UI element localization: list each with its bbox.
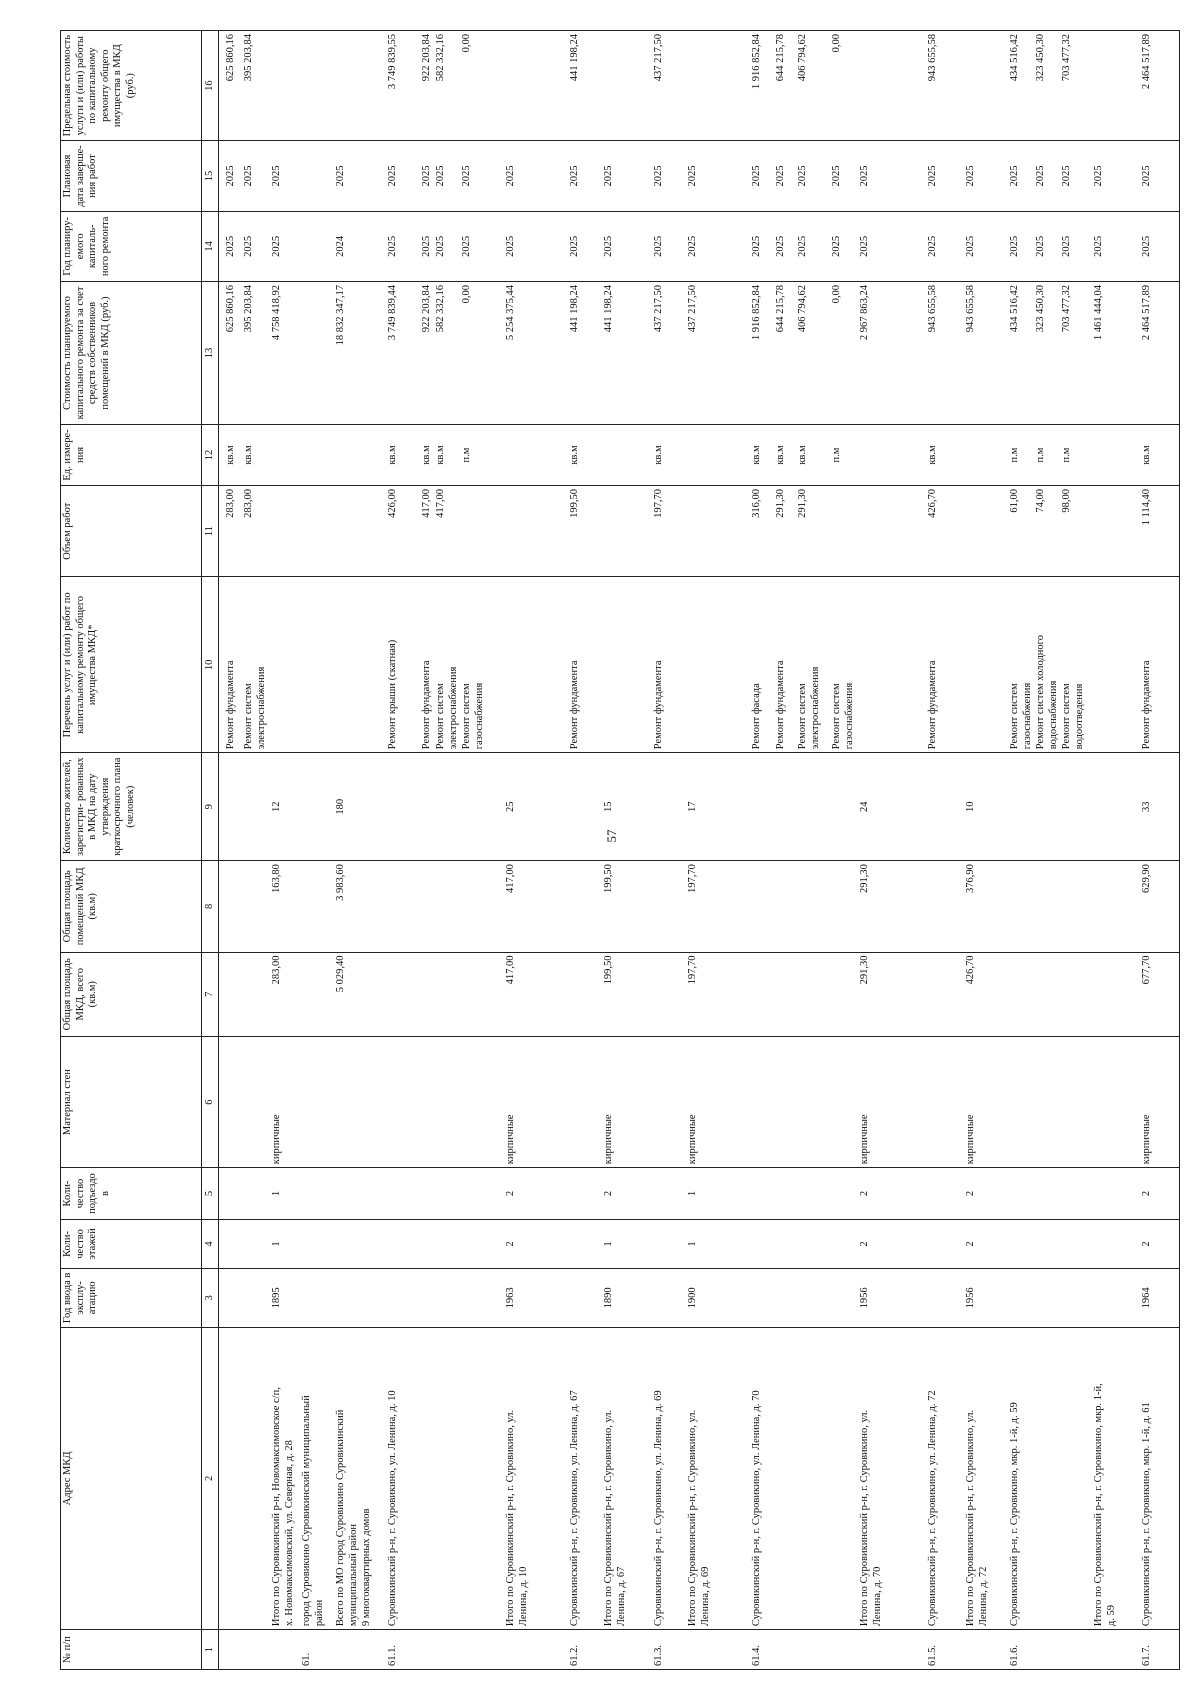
column-number: 7 <box>202 952 219 1036</box>
cell-repair-year: 2025 <box>1061 235 1072 257</box>
cell-repair-year: 2025 <box>387 235 398 257</box>
cell-year-built: 1963 <box>505 1287 516 1309</box>
cell-num: 61.1. <box>387 1645 398 1666</box>
header-repair-year: Год планиру- емого капиталь- ного ремонта <box>61 211 202 281</box>
column-number: 1 <box>202 1630 219 1670</box>
cell-works: Ремонт систем <box>797 683 808 750</box>
header-entrances: Коли- чество подъездо в <box>61 1168 202 1220</box>
cell-end-date: 2025 <box>1093 165 1104 187</box>
cell-repair-year: 2025 <box>687 235 698 257</box>
cell-cost: 0,00 <box>831 284 842 304</box>
cell-cost: 644 215,78 <box>775 284 786 333</box>
cell-volume: 291,30 <box>775 488 786 518</box>
cell-total-area: 283,00 <box>271 955 282 985</box>
cell-cost: 434 516,42 <box>1009 284 1020 333</box>
cell-address: Суровикинский р-н, г. Суровикино, ул. Ленина, д. 72 <box>927 1390 938 1627</box>
cell-cost: 4 758 418,92 <box>271 284 282 341</box>
cell-end-date: 2025 <box>603 165 614 187</box>
cell-cost: 2 967 863,24 <box>859 284 870 341</box>
cell-end-date: 2025 <box>831 165 842 187</box>
cell-total-area: 426,70 <box>965 955 976 985</box>
cell-volume: 283,00 <box>243 488 254 518</box>
cell-works: Ремонт фундамента <box>1141 660 1152 750</box>
cell-year-built: 1890 <box>603 1287 614 1309</box>
cell-entrances: 2 <box>1141 1190 1152 1197</box>
cell-cost: 703 477,32 <box>1061 284 1072 333</box>
cell-cost: 441 198,24 <box>569 284 580 333</box>
cell-unit: кв.м <box>1141 445 1152 465</box>
cell-floors: 1 <box>603 1241 614 1247</box>
cell-address: Суровикинский р-н, г. Суровикино, мкр. 1-й, д. 61 <box>1141 1402 1152 1627</box>
cell-max-cost: 0,00 <box>461 34 472 53</box>
cell-address: х. Новомаксимовский, ул. Северная, д. 28 <box>284 1440 295 1627</box>
cell-repair-year: 2025 <box>751 235 762 257</box>
cell-floors: 2 <box>859 1241 870 1247</box>
cell-unit: кв.м <box>243 445 254 465</box>
cell-unit: кв.м <box>653 445 664 465</box>
cell-residents: 24 <box>859 801 870 812</box>
cell-max-cost: 441 198,24 <box>569 34 580 82</box>
cell-works: Ремонт систем холодного <box>1035 635 1046 750</box>
cell-unit: кв.м <box>775 445 786 465</box>
cell-works: электроснабжения <box>448 666 459 750</box>
cell-residents: 10 <box>965 801 976 812</box>
cell-volume: 426,00 <box>387 488 398 518</box>
header-floors: Коли- чество этажей <box>61 1219 202 1268</box>
column-entrances <box>219 1168 1180 1220</box>
cell-wall-material: кирпичные <box>603 1114 614 1165</box>
cell-repair-year: 2025 <box>271 235 282 257</box>
cell-entrances: 1 <box>687 1190 698 1197</box>
column-premises-area <box>219 861 1180 952</box>
cell-volume: 1 114,40 <box>1141 488 1152 526</box>
cell-num: 61.7. <box>1141 1645 1152 1666</box>
column-number: 12 <box>202 425 219 486</box>
cell-end-date: 2025 <box>421 165 432 187</box>
cell-repair-year: 2025 <box>1035 235 1046 257</box>
cell-total-area: 197,70 <box>687 955 698 985</box>
cell-num: 61. <box>301 1652 312 1666</box>
cell-end-date: 2025 <box>1061 165 1072 187</box>
column-volume <box>219 485 1180 576</box>
cell-repair-year: 2025 <box>435 235 446 257</box>
header-year-built: Год ввода в эксплу- атацию <box>61 1269 202 1328</box>
column-wall-material <box>219 1036 1180 1167</box>
cell-premises-area: 629,90 <box>1141 864 1152 893</box>
cell-num: 61.2. <box>569 1645 580 1666</box>
cell-wall-material: кирпичные <box>1141 1114 1152 1165</box>
cell-works: Ремонт систем <box>831 683 842 750</box>
cell-max-cost: 323 450,30 <box>1035 34 1046 82</box>
column-end-date <box>219 141 1180 211</box>
cell-works: Ремонт крыши (скатная) <box>387 639 398 750</box>
cell-max-cost: 644 215,78 <box>775 34 786 82</box>
cell-unit: п.м <box>831 447 842 463</box>
cell-floors: 2 <box>965 1241 976 1247</box>
column-number: 5 <box>202 1168 219 1220</box>
cell-max-cost: 943 655,58 <box>927 34 938 82</box>
cell-premises-area: 417,00 <box>505 864 516 893</box>
cell-unit: п.м <box>461 447 472 463</box>
cell-unit: кв.м <box>927 445 938 465</box>
cell-year-built: 1895 <box>271 1287 282 1309</box>
cell-year-built: 1956 <box>859 1287 870 1309</box>
cell-max-cost: 437 217,50 <box>653 34 664 82</box>
header-residents: Количество жителей, зарегистри- рованных в МКД на дату утверждения краткосрочного плана (человек) <box>61 753 202 861</box>
cell-address: Ленина, д. 69 <box>700 1566 711 1627</box>
cell-max-cost: 922 203,84 <box>421 34 432 82</box>
cell-wall-material: кирпичные <box>687 1114 698 1165</box>
cell-residents: 25 <box>505 801 516 812</box>
cell-works: Ремонт фундамента <box>775 660 786 750</box>
cell-end-date: 2025 <box>653 165 664 187</box>
header-total-area: Общая площадь МКД, всего (кв.м) <box>61 952 202 1036</box>
cell-volume: 61,00 <box>1009 488 1020 513</box>
cell-repair-year: 2025 <box>461 235 472 257</box>
cell-volume: 98,00 <box>1061 488 1072 513</box>
cell-works: Ремонт фундамента <box>225 660 236 750</box>
column-number: 8 <box>202 861 219 952</box>
cell-address: Итого по Суровикинский р-н, г. Суровикино, ул. <box>965 1409 976 1627</box>
cell-total-area: 677,70 <box>1141 955 1152 985</box>
cell-repair-year: 2025 <box>775 235 786 257</box>
cell-total-area: 417,00 <box>505 955 516 985</box>
cell-repair-year: 2025 <box>569 235 580 257</box>
cell-cost: 437 217,50 <box>687 284 698 333</box>
cell-works: Ремонт фундамента <box>927 660 938 750</box>
column-floors <box>219 1219 1180 1268</box>
cell-repair-year: 2025 <box>225 235 236 257</box>
cell-volume: 426,70 <box>927 488 938 518</box>
cell-end-date: 2025 <box>797 165 808 187</box>
column-works <box>219 577 1180 753</box>
cell-year-built: 1956 <box>965 1287 976 1309</box>
cell-entrances: 1 <box>271 1190 282 1197</box>
cell-num: 61.6. <box>1009 1645 1020 1666</box>
cell-end-date: 2025 <box>461 165 472 187</box>
cell-cost: 582 332,16 <box>435 284 446 333</box>
cell-max-cost: 625 860,16 <box>225 34 236 82</box>
cell-cost: 437 217,50 <box>653 284 664 333</box>
cell-premises-area: 376,90 <box>965 864 976 893</box>
header-unit: Ед. измере- ния <box>61 425 202 486</box>
column-number: 14 <box>202 211 219 281</box>
cell-premises-area: 3 983,60 <box>335 864 346 901</box>
column-number: 16 <box>202 31 219 141</box>
cell-address: Ленина, д. 70 <box>872 1566 883 1627</box>
cell-wall-material: кирпичные <box>505 1114 516 1165</box>
cell-unit: п.м <box>1035 447 1046 463</box>
cell-repair-year: 2025 <box>859 235 870 257</box>
cell-max-cost: 434 516,42 <box>1009 34 1020 82</box>
cell-cost: 3 749 839,44 <box>387 284 398 341</box>
cell-total-area: 5 029,40 <box>335 955 346 993</box>
cell-unit: п.м <box>1009 447 1020 463</box>
cell-address: Всего по МО город Суровикино Суровикинский <box>335 1409 346 1627</box>
cell-works: Ремонт систем <box>435 683 446 750</box>
cell-address: Ленина, д. 10 <box>518 1566 529 1627</box>
cell-repair-year: 2025 <box>1009 235 1020 257</box>
cell-entrances: 2 <box>505 1190 516 1197</box>
column-number: 3 <box>202 1269 219 1328</box>
cell-repair-year: 2025 <box>927 235 938 257</box>
cell-works: водоснабжения <box>1048 680 1059 750</box>
cell-entrances: 2 <box>965 1190 976 1197</box>
column-number: 2 <box>202 1327 219 1629</box>
cell-total-area: 199,50 <box>603 955 614 985</box>
cell-unit: п.м <box>1061 447 1072 463</box>
cell-works: электроснабжения <box>810 666 821 750</box>
cell-unit: кв.м <box>421 445 432 465</box>
cell-unit: кв.м <box>797 445 808 465</box>
cell-address: 9 многоквартирных домов <box>361 1508 372 1627</box>
cell-end-date: 2025 <box>965 165 976 187</box>
cell-total-area: 291,30 <box>859 955 870 985</box>
cell-residents: 33 <box>1141 801 1152 812</box>
cell-volume: 417,00 <box>435 488 446 518</box>
cell-address: Суровикинский р-н, г. Суровикино, ул. Ленина, д. 10 <box>387 1390 398 1627</box>
cell-end-date: 2025 <box>927 165 938 187</box>
cell-wall-material: кирпичные <box>965 1114 976 1165</box>
column-number: 13 <box>202 281 219 424</box>
cell-address: Итого по Суровикинский р-н, г. Суровикино, ул. <box>505 1409 516 1627</box>
header-premises-area: Общая площадь помещений МКД (кв.м) <box>61 861 202 952</box>
cell-cost: 625 860,16 <box>225 284 236 333</box>
cell-repair-year: 2025 <box>603 235 614 257</box>
cell-premises-area: 199,50 <box>603 864 614 893</box>
column-number-row <box>202 31 219 1670</box>
cell-end-date: 2025 <box>751 165 762 187</box>
cell-end-date: 2025 <box>335 165 346 187</box>
header-works: Перечень услуг и (или) работ по капитальному ремонту общего имущества МКД* <box>61 577 202 753</box>
cell-address: Ленина, д. 72 <box>978 1566 989 1627</box>
column-number: 11 <box>202 485 219 576</box>
cell-end-date: 2025 <box>775 165 786 187</box>
cell-unit: кв.м <box>569 445 580 465</box>
cell-end-date: 2025 <box>435 165 446 187</box>
cell-repair-year: 2025 <box>797 235 808 257</box>
cell-works: Ремонт систем <box>1061 683 1072 750</box>
cell-end-date: 2025 <box>569 165 580 187</box>
cell-residents: 180 <box>335 798 346 815</box>
cell-max-cost: 1 916 852,84 <box>751 34 762 90</box>
cell-max-cost: 582 332,16 <box>435 34 446 82</box>
cell-end-date: 2025 <box>1035 165 1046 187</box>
cell-works: Ремонт систем <box>1009 683 1020 750</box>
cell-residents: 15 <box>603 801 614 812</box>
cell-volume: 199,50 <box>569 488 580 518</box>
cell-repair-year: 2025 <box>653 235 664 257</box>
cell-premises-area: 197,70 <box>687 864 698 893</box>
cell-works: Ремонт фасада <box>751 683 762 750</box>
cell-address: район <box>314 1599 325 1627</box>
cell-year-built: 1964 <box>1141 1287 1152 1309</box>
column-unit <box>219 425 1180 486</box>
column-year-built <box>219 1269 1180 1328</box>
cell-works: газоснабжения <box>474 682 485 750</box>
cell-address: Ленина, д. 67 <box>616 1566 627 1627</box>
cell-volume: 316,00 <box>751 488 762 518</box>
cell-max-cost: 3 749 839,55 <box>387 34 398 90</box>
header-volume: Объем работ <box>61 485 202 576</box>
column-num <box>219 1630 1180 1670</box>
cell-works: газоснабжения <box>844 682 855 750</box>
cell-unit: кв.м <box>751 445 762 465</box>
cell-repair-year: 2025 <box>1141 235 1152 257</box>
table-body-row <box>219 31 1180 1670</box>
cell-volume: 74,00 <box>1035 488 1046 513</box>
cell-max-cost: 703 477,32 <box>1061 34 1072 82</box>
cell-unit: кв.м <box>435 445 446 465</box>
cell-cost: 18 832 347,17 <box>335 284 346 346</box>
cell-address: Суровикинский р-н, г. Суровикино, мкр. 1-й, д. 59 <box>1009 1402 1020 1627</box>
cell-wall-material: кирпичные <box>859 1114 870 1165</box>
cell-num: 61.5. <box>927 1645 938 1666</box>
cell-repair-year: 2025 <box>1093 235 1104 257</box>
cell-cost: 922 203,84 <box>421 284 432 333</box>
cell-address: Суровикинский р-н, г. Суровикино, ул. Ленина, д. 70 <box>751 1390 762 1627</box>
header-row <box>61 31 202 1670</box>
column-number: 4 <box>202 1219 219 1268</box>
cell-num: 61.4. <box>751 1645 762 1666</box>
header-wall-material: Материал стен <box>61 1036 202 1167</box>
cell-end-date: 2025 <box>687 165 698 187</box>
cell-cost: 395 203,84 <box>243 284 254 333</box>
cell-floors: 1 <box>687 1241 698 1247</box>
cell-address: город Суровикино Суровикинский муниципальный <box>301 1395 312 1627</box>
column-address <box>219 1327 1180 1629</box>
cell-address: д. 59 <box>1106 1605 1117 1627</box>
cell-floors: 2 <box>505 1241 516 1247</box>
cell-entrances: 2 <box>603 1190 614 1197</box>
cell-address: Итого по Суровикинский р-н, г. Суровикино, ул. <box>603 1409 614 1627</box>
column-total-area <box>219 952 1180 1036</box>
cell-end-date: 2025 <box>225 165 236 187</box>
cell-volume: 417,00 <box>421 488 432 518</box>
cell-max-cost: 0,00 <box>831 34 842 53</box>
cell-cost: 441 198,24 <box>603 284 614 333</box>
cell-residents: 17 <box>687 801 698 812</box>
cell-works: газоснабжения <box>1022 682 1033 750</box>
header-cost: Стоимость планируемого капитального ремонта за счет средств собственников помещений в МКД (руб.) <box>61 281 202 424</box>
cell-works: Ремонт фундамента <box>653 660 664 750</box>
cell-residents: 12 <box>271 801 282 812</box>
cell-cost: 943 655,58 <box>927 284 938 333</box>
cell-works: Ремонт фундамента <box>569 660 580 750</box>
cell-floors: 2 <box>1141 1241 1152 1247</box>
cell-unit: кв.м <box>387 445 398 465</box>
cell-address: Итого по Суровикинский р-н, Новомаксимовское с/п, <box>271 1387 282 1627</box>
cell-repair-year: 2025 <box>965 235 976 257</box>
cell-address: Суровикинский р-н, г. Суровикино, ул. Ленина, д. 67 <box>569 1390 580 1627</box>
column-repair-year <box>219 211 1180 281</box>
header-num: № п/п <box>61 1630 202 1670</box>
column-max-cost <box>219 31 1180 141</box>
cell-max-cost: 406 794,62 <box>797 34 808 82</box>
page-number: 57 <box>604 829 619 843</box>
cell-floors: 1 <box>271 1241 282 1247</box>
rotated-page <box>60 30 1200 1670</box>
cell-volume: 283,00 <box>225 488 236 518</box>
header-max-cost: Предельная стоимость услуги и (или) работы по капитальному ремонту общего имущества в МКД (руб.) <box>61 31 202 141</box>
cell-address: Итого по Суровикинский р-н, г. Суровикино, ул. <box>687 1409 698 1627</box>
header-address: Адрес МКД <box>61 1327 202 1629</box>
cell-end-date: 2025 <box>243 165 254 187</box>
cell-address: Итого по Суровикинский р-н, г. Суровикино, ул. <box>859 1409 870 1627</box>
cell-cost: 1 916 852,84 <box>751 284 762 341</box>
cell-max-cost: 395 203,84 <box>243 34 254 82</box>
cell-works: Ремонт систем <box>461 683 472 750</box>
cell-end-date: 2025 <box>1141 165 1152 187</box>
cell-repair-year: 2025 <box>831 235 842 257</box>
cell-works: электроснабжения <box>256 666 267 750</box>
cell-end-date: 2025 <box>1009 165 1020 187</box>
cell-repair-year: 2025 <box>243 235 254 257</box>
cell-works: водоотведения <box>1074 683 1085 750</box>
cell-wall-material: кирпичные <box>271 1114 282 1165</box>
cell-end-date: 2025 <box>505 165 516 187</box>
cell-entrances: 2 <box>859 1190 870 1197</box>
cell-num: 61.3. <box>653 1645 664 1666</box>
cell-cost: 323 450,30 <box>1035 284 1046 333</box>
cell-end-date: 2025 <box>271 165 282 187</box>
cell-cost: 943 655,58 <box>965 284 976 333</box>
cell-cost: 406 794,62 <box>797 284 808 333</box>
column-number: 9 <box>202 753 219 861</box>
column-cost <box>219 281 1180 424</box>
cell-cost: 0,00 <box>461 284 472 304</box>
cell-repair-year: 2025 <box>421 235 432 257</box>
column-residents <box>219 753 1180 861</box>
cell-year-built: 1900 <box>687 1287 698 1309</box>
cell-unit: кв.м <box>225 445 236 465</box>
cell-works: Ремонт систем <box>243 683 254 750</box>
cell-address: Итого по Суровикинский р-н, г. Суровикино, мкр. 1-й, <box>1093 1383 1104 1627</box>
column-number: 10 <box>202 577 219 753</box>
cell-volume: 291,30 <box>797 488 808 518</box>
header-end-date: Плановая дата заверше- ния работ <box>61 141 202 211</box>
cell-premises-area: 163,80 <box>271 864 282 893</box>
cell-works: Ремонт фундамента <box>421 660 432 750</box>
column-number: 6 <box>202 1036 219 1167</box>
cell-address: Суровикинский р-н, г. Суровикино, ул. Ленина, д. 69 <box>653 1390 664 1627</box>
cell-address: муниципальный район <box>348 1524 359 1627</box>
cell-cost: 2 464 517,89 <box>1141 284 1152 341</box>
cell-max-cost: 2 464 517,89 <box>1141 34 1152 90</box>
cell-repair-year: 2025 <box>505 235 516 257</box>
cell-repair-year: 2024 <box>335 235 346 257</box>
cell-end-date: 2025 <box>387 165 398 187</box>
column-number: 15 <box>202 141 219 211</box>
cell-cost: 1 461 444,04 <box>1093 284 1104 341</box>
cell-cost: 5 254 375,44 <box>505 284 516 341</box>
repair-plan-table <box>60 30 1180 1670</box>
cell-volume: 197,70 <box>653 488 664 518</box>
cell-premises-area: 291,30 <box>859 864 870 893</box>
cell-end-date: 2025 <box>859 165 870 187</box>
